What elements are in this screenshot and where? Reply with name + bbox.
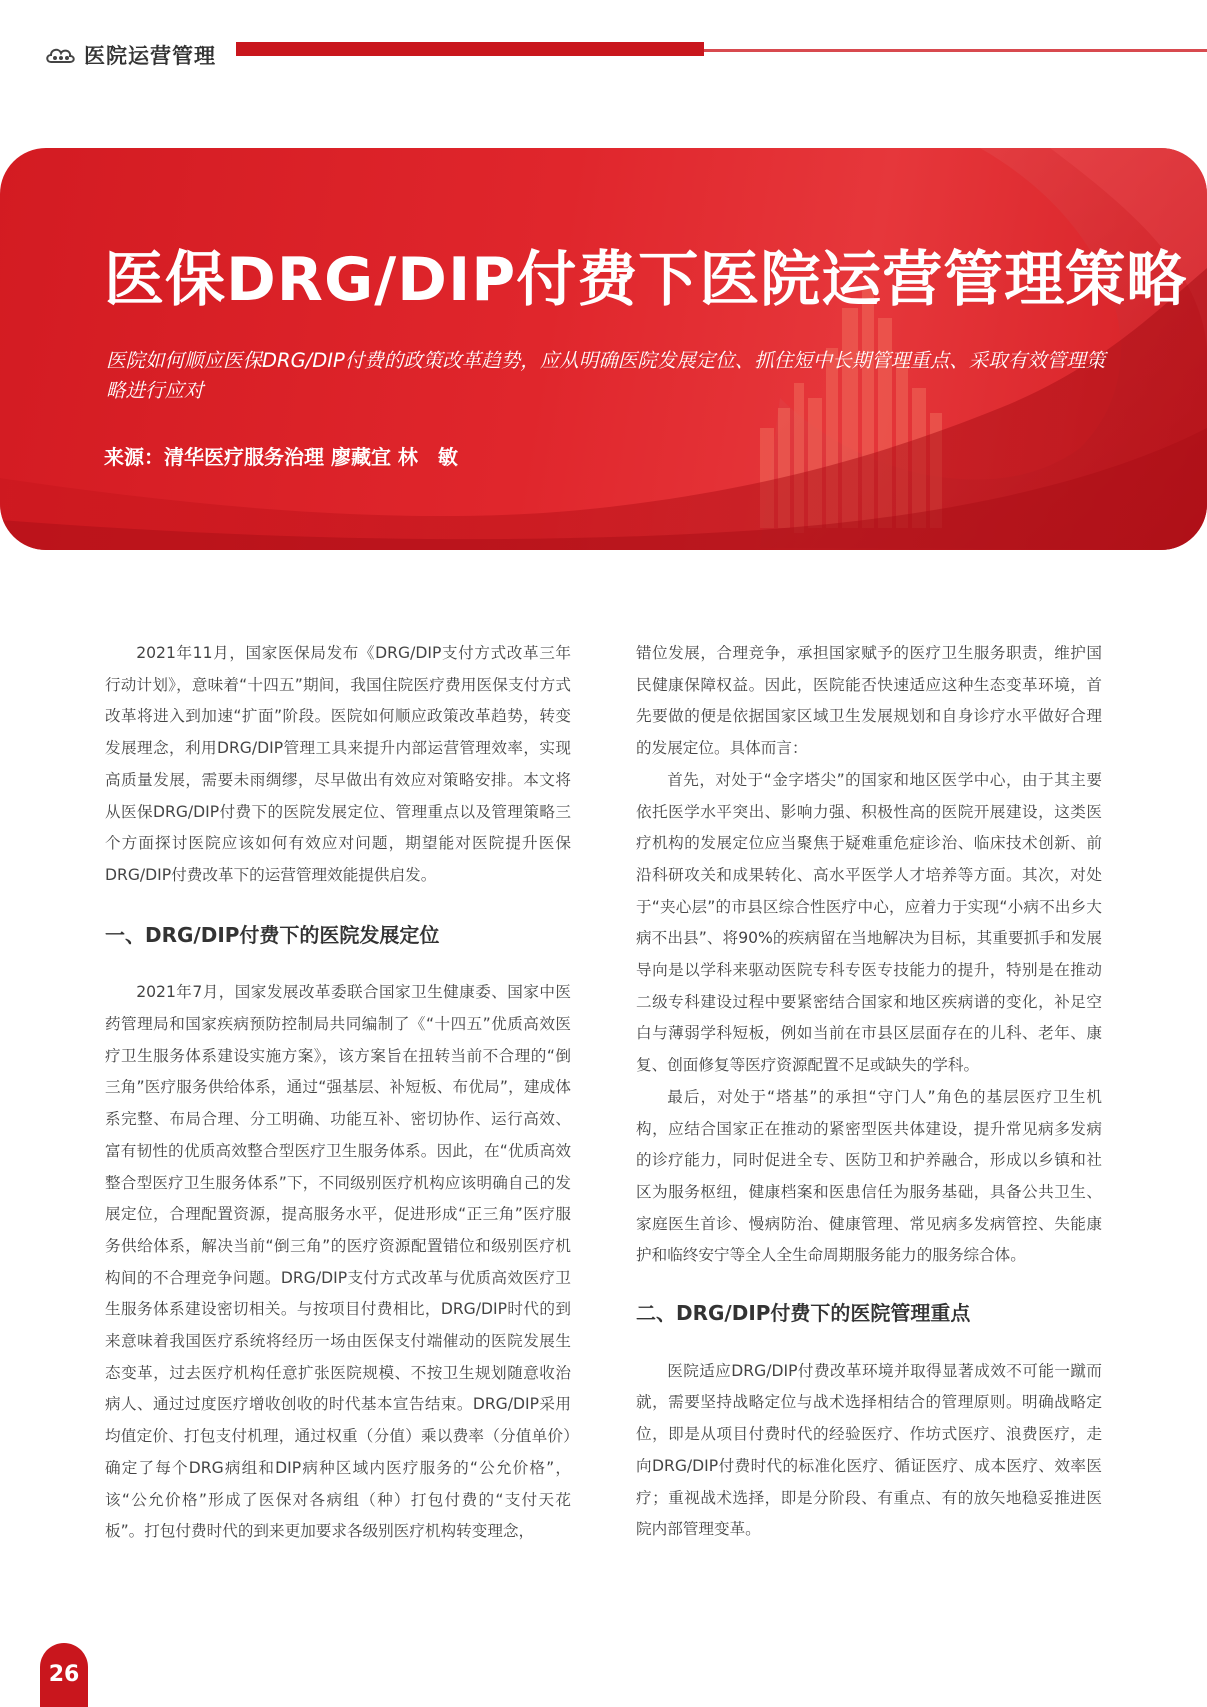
- paragraph: 首先，对处于“金字塔尖”的国家和地区医学中心，由于其主要依托医学水平突出、影响力强、积极性高的医院开展建设，这类医疗机构的发展定位应当聚焦于疑难重危症诊治、临床技术创新、前沿科研攻关和成果转化、高水平医学人才培养等方面。其次，对处于“夹心层”的市县区综合性医疗中心，应着力于实现“小病不出乡大病不出县”、将90%的疾病留在当地解决为目标，其重要抓手和发展导向是以学科来驱动医院专科专医专技能力的提升，特别是在推动二级专科建设过程中要紧密结合国家和地区疾病谱的变化，补足空白与薄弱学科短板，例如当前在市县区层面存在的儿科、老年、康复、创面修复等医疗资源配置不足或缺失的学科。: [636, 770, 1102, 1075]
- section-label: 医院运营管理: [84, 44, 216, 68]
- paragraph: 最后，对处于“塔基”的承担“守门人”角色的基层医疗卫生机构，应结合国家正在推动的紧密型医共体建设，提升常见病多发病的诊疗能力，同时促进全专、医防卫和护养融合，形成以乡镇和社区为服务枢纽，健康档案和医患信任为服务基础，具备公共卫生、家庭医生首诊、慢病防治、健康管理、常见病多发病管控、失能康护和临终安宁等全人全生命周期服务能力的服务综合体。: [636, 1087, 1102, 1265]
- section-heading: 一、DRG/DIP付费下的医院发展定位: [105, 922, 440, 947]
- paragraph: 错位发展，合理竞争，承担国家赋予的医疗卫生服务职责，维护国民健康保障权益。因此，医院能否快速适应这种生态变革环境，首先要做的便是依据国家区域卫生发展规划和自身诊疗水平做好合理的发展定位。具体而言：: [636, 644, 1102, 758]
- header-accent-bar: [236, 42, 704, 56]
- article-subtitle: 医院如何顺应医保DRG/DIP付费的政策改革趋势，应从明确医院发展定位、抓住短中长期管理重点、采取有效管理策略进行应对: [106, 349, 1106, 402]
- right-column: [636, 638, 1102, 1546]
- page-header: [0, 0, 1207, 110]
- section-heading: 二、DRG/DIP付费下的医院管理重点: [636, 1301, 971, 1326]
- left-column: [105, 638, 571, 1548]
- header-divider-line: [704, 49, 1207, 52]
- article-title: 医保DRG/DIP付费下医院运营管理策略: [104, 245, 1188, 315]
- article-source: 来源：清华医疗服务治理 廖藏宜 林 敏: [104, 445, 458, 469]
- cloud-logo-icon: [44, 44, 76, 66]
- paragraph: 2021年7月，国家发展改革委联合国家卫生健康委、国家中医药管理局和国家疾病预防控制局共同编制了《“十四五”优质高效医疗卫生服务体系建设实施方案》，该方案旨在扭转当前不合理的“倒三角”医疗服务供给体系，通过“强基层、补短板、布优局”，建成体系完整、布局合理、分工明确、功能互补、密切协作、运行高效、富有韧性的优质高效整合型医疗卫生服务体系。因此，在“优质高效整合型医疗卫生服务体系”下，不同级别医疗机构应该明确自己的发展定位，合理配置资源，提高服务水平，促进形成“正三角”医疗服务供给体系，解决当前“倒三角”的医疗资源配置错位和级别医疗机构间的不合理竞争问题。DRG/DIP支付方式改革与优质高效医疗卫生服务体系建设密切相关。与按项目付费相比，DRG/DIP时代的到来意味着我国医疗系统将经历一场由医保支付端催动的医院发展生态变革，过去医疗机构任意扩张医院规模、不按卫生规划随意收治病人、通过过度医疗增收创收的时代基本宣告结束。DRG/DIP采用均值定价、打包支付机理，通过权重（分值）乘以费率（分值单价）确定了每个DRG病组和DIP病种区域内医疗服务的“公允价格”，该“公允价格”形成了医保对各病组（种）打包付费的“支付天花板”。打包付费时代的到来更加要求各级别医疗机构转变理念，: [105, 983, 571, 1541]
- paragraph: 2021年11月，国家医保局发布《DRG/DIP支付方式改革三年行动计划》，意味着“十四五”期间，我国住院医疗费用医保支付方式改革将进入到加速“扩面”阶段。医院如何顺应政策改革趋势，转变发展理念，利用DRG/DIP管理工具来提升内部运营管理效率，实现高质量发展，需要未雨绸缪，尽早做出有效应对策略安排。本文将从医保DRG/DIP付费下的医院发展定位、管理重点以及管理策略三个方面探讨医院应该如何有效应对问题，期望能对医院提升医保DRG/DIP付费改革下的运营管理效能提供启发。: [105, 644, 571, 884]
- page-number: 26: [40, 1643, 88, 1707]
- paragraph: 医院适应DRG/DIP付费改革环境并取得显著成效不可能一蹴而就，需要坚持战略定位与战术选择相结合的管理原则。明确战略定位，即是从项目付费时代的经验医疗、作坊式医疗、浪费医疗，走向DRG/DIP付费时代的标准化医疗、循证医疗、成本医疗、效率医疗；重视战术选择，即是分阶段、有重点、有的放矢地稳妥推进医院内部管理变革。: [636, 1361, 1102, 1539]
- section-brand: [44, 40, 216, 70]
